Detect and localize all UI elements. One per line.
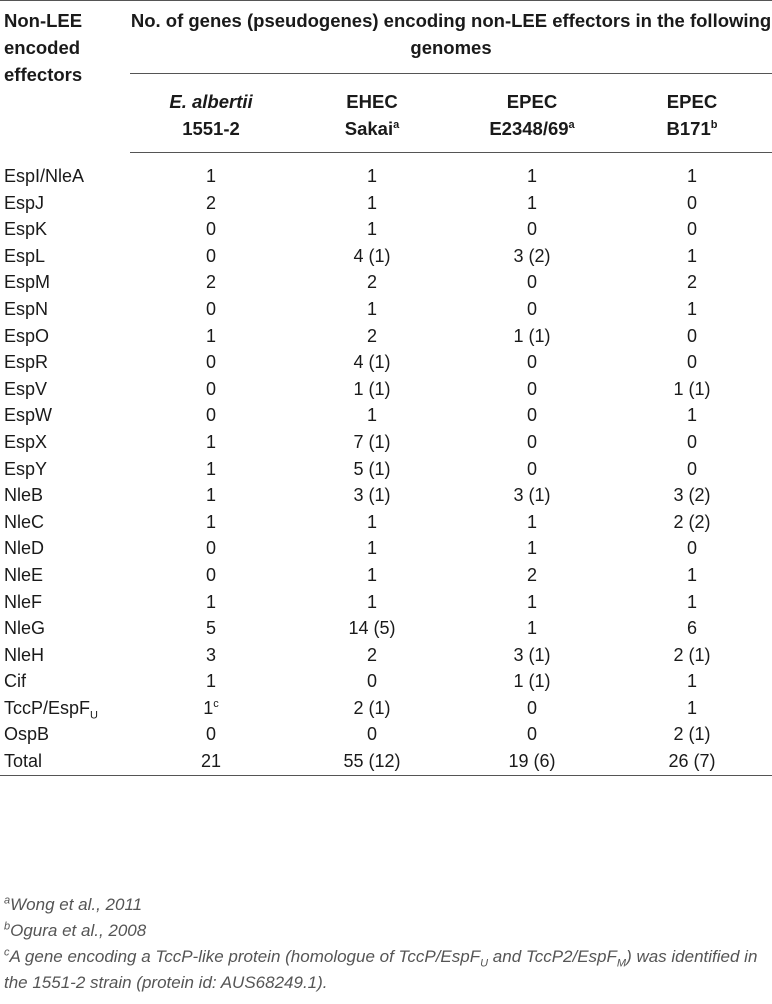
table-row (0, 323, 772, 350)
cell-value: 1 (1) (513, 671, 551, 692)
cell-value: 1 (205, 591, 216, 612)
effector-name: EspI/NleA (4, 166, 85, 186)
total-row (0, 748, 772, 775)
cell-value: 1 (366, 405, 377, 426)
effector-name: NleF (4, 591, 43, 612)
cell-value: 0 (526, 431, 537, 452)
cell-value: 1 (205, 458, 216, 479)
cell-value: 0 (526, 697, 537, 718)
table-row (0, 642, 772, 669)
table-row (0, 589, 772, 616)
table-row (0, 269, 772, 296)
cell-value: 0 (205, 378, 216, 399)
cell-value: 1 (686, 564, 697, 585)
effector-name: NleG (4, 618, 46, 639)
footnote-c: $^c$A gene encoding a TccP-like protein (homologue of TccP/EspF$_U$ and TccP2/EspF$_M$) was identified in the 1551-2 strain (protein id: AUS68249.1). (4, 946, 758, 992)
header-genome-2-sup: a (393, 118, 400, 131)
cell-value: 1 (686, 245, 697, 266)
effector-name: OspB (4, 724, 50, 745)
table-row (0, 535, 772, 562)
effector-name: TccP/EspF$_U$ (4, 697, 98, 722)
cell-value: 0 (686, 431, 697, 452)
cell-value: 0 (205, 564, 216, 585)
cell-value: 1 (1) (673, 378, 711, 399)
cell-value: 0 (205, 352, 216, 373)
cell-value: 1 (366, 298, 377, 319)
cell-value: 1 (205, 166, 216, 186)
cell-value: 1 (366, 591, 377, 612)
table-row (0, 163, 772, 190)
cell-value: 1 (686, 298, 697, 319)
table-row (0, 429, 772, 456)
effector-name: EspK (4, 219, 48, 240)
cell-value: 14 (5) (348, 618, 396, 639)
header-genome-4-line2: B171 (666, 118, 711, 139)
cell-value: 2 (205, 192, 216, 213)
cell-value: 21 (130, 748, 292, 775)
effector-name: EspN (4, 298, 49, 319)
cell-value: 1 (686, 697, 697, 718)
header-genome-2 (292, 74, 452, 153)
table-row (0, 615, 772, 642)
footnote-a-text: Wong et al., 2011 (10, 895, 143, 914)
cell-value: 1 (526, 192, 537, 213)
cell-value: 1 (526, 511, 537, 532)
cell-value: 1 (366, 564, 377, 585)
effector-name: Total (0, 748, 130, 775)
header-first-column: Non-LEE encoded effectors (0, 1, 130, 153)
cell-value: 1 (205, 511, 216, 532)
cell-value: 0 (526, 352, 537, 373)
table-row (0, 402, 772, 429)
table-row (0, 216, 772, 243)
cell-value: 0 (686, 325, 697, 346)
cell-value: 3 (2) (513, 245, 551, 266)
header-genome-3-line1: EPEC (506, 91, 558, 112)
table-body (0, 153, 772, 776)
header-genome-2-line2: Sakai (344, 118, 394, 139)
cell-value: 0 (526, 458, 537, 479)
cell-value: 0 (526, 219, 537, 240)
cell-value: 2 (366, 325, 377, 346)
cell-value: 3 (205, 644, 216, 665)
cell-value: 7 (1) (353, 431, 391, 452)
table-row (0, 482, 772, 509)
table-row (0, 562, 772, 589)
cell-value: 5 (205, 618, 216, 639)
cell-value: 0 (686, 192, 697, 213)
table-row (0, 721, 772, 748)
cell-value: 1 (526, 166, 537, 186)
cell-value: 1 (205, 325, 216, 346)
cell-value: 1 (366, 511, 377, 532)
effector-name: EspJ (4, 192, 45, 213)
cell-value: 6 (686, 618, 697, 639)
footnotes (4, 892, 770, 996)
cell-value: 2 (366, 644, 377, 665)
cell-value: 1 (686, 405, 697, 426)
cell-value: 0 (205, 219, 216, 240)
cell-value: 2 (1) (353, 697, 391, 718)
header-genome-2-line1: EHEC (346, 91, 398, 112)
cell-value: 0 (205, 405, 216, 426)
cell-value: 1 (205, 671, 216, 692)
cell-value: 26 (7) (612, 748, 772, 775)
cell-value: 1 (686, 591, 697, 612)
header-genome-4-sup: b (710, 118, 718, 131)
cell-value: 1 (366, 192, 377, 213)
cell-value: 0 (366, 671, 377, 692)
cell-value: 4 (1) (353, 245, 391, 266)
cell-value: 2 (1) (673, 644, 711, 665)
effector-name: NleC (4, 511, 45, 532)
footnote-a: $^a$Wong et al., 2011 (4, 894, 143, 914)
cell-value: 3 (1) (353, 485, 391, 506)
cell-value: 5 (1) (353, 458, 391, 479)
cell-value: 0 (526, 405, 537, 426)
cell-value: 0 (686, 352, 697, 373)
effector-name: Cif (4, 671, 26, 692)
table-row (0, 668, 772, 695)
table-row (0, 190, 772, 217)
table-row (0, 296, 772, 323)
header-genome-1 (130, 74, 292, 153)
cell-value: 55 (12) (292, 748, 452, 775)
cell-value: 1 (1) (353, 378, 391, 399)
cell-value: 1 (205, 431, 216, 452)
effector-name: EspL (4, 245, 46, 266)
table-row (0, 349, 772, 376)
effector-name: EspM (4, 272, 51, 293)
cell-value: 0 (686, 219, 697, 240)
header-span-title: No. of genes (pseudogenes) encoding non-LEE effectors in the following genomes (130, 1, 772, 74)
cell-value: 2 (686, 272, 697, 293)
cell-value: 19 (6) (452, 748, 612, 775)
cell-value: 1 (205, 485, 216, 506)
header-genome-3-line2: E2348/69 (489, 118, 569, 139)
header-genome-3 (452, 74, 612, 153)
header-genome-1-line1: E. albertii (169, 91, 253, 112)
cell-value: 0 (526, 272, 537, 293)
cell-value: 0 (686, 538, 697, 559)
cell-value: 1 (526, 591, 537, 612)
footnote-b: $^b$Ogura et al., 2008 (4, 920, 147, 940)
header-genome-1-line2: 1551-2 (182, 118, 240, 139)
cell-value: 0 (366, 724, 377, 745)
effector-name: EspO (4, 325, 50, 346)
cell-value: 0 (526, 724, 537, 745)
effector-name: NleD (4, 538, 45, 559)
cell-value: 0 (526, 378, 537, 399)
cell-value: 0 (686, 458, 697, 479)
effector-name: EspV (4, 378, 48, 399)
header-genome-4-line1: EPEC (666, 91, 718, 112)
cell-value: 1 (686, 671, 697, 692)
header-genome-3-sup: a (568, 118, 575, 131)
cell-value: 3 (1) (513, 644, 551, 665)
cell-value: 1 (686, 166, 697, 186)
cell-value: 1$^c$ (203, 697, 219, 718)
cell-value: 3 (2) (673, 485, 711, 506)
effector-name: EspR (4, 352, 49, 373)
cell-value: 1 (526, 618, 537, 639)
cell-value: 2 (1) (673, 724, 711, 745)
cell-value: 1 (366, 219, 377, 240)
effector-name: NleE (4, 564, 44, 585)
table-row (0, 695, 772, 722)
table-row (0, 376, 772, 403)
cell-value: 3 (1) (513, 485, 551, 506)
effector-name: EspX (4, 431, 48, 452)
cell-value: 0 (205, 245, 216, 266)
cell-value: 1 (526, 538, 537, 559)
cell-value: 2 (2) (673, 511, 711, 532)
effector-name: EspY (4, 458, 48, 479)
cell-value: 0 (526, 298, 537, 319)
table-row (0, 509, 772, 536)
cell-value: 2 (366, 272, 377, 293)
footnote-b-text: Ogura et al., 2008 (10, 921, 147, 940)
cell-value: 2 (205, 272, 216, 293)
cell-value: 1 (366, 166, 377, 186)
table-row (0, 456, 772, 483)
cell-value: 0 (205, 298, 216, 319)
cell-value: 2 (526, 564, 537, 585)
table-row (0, 243, 772, 270)
effector-name: EspW (4, 405, 53, 426)
cell-value: 4 (1) (353, 352, 391, 373)
cell-value: 0 (205, 724, 216, 745)
cell-value: 1 (1) (513, 325, 551, 346)
header-genome-4 (612, 74, 772, 153)
effector-name: NleH (4, 644, 45, 665)
cell-value: 1 (366, 538, 377, 559)
cell-value: 0 (205, 538, 216, 559)
effector-name: NleB (4, 485, 44, 506)
